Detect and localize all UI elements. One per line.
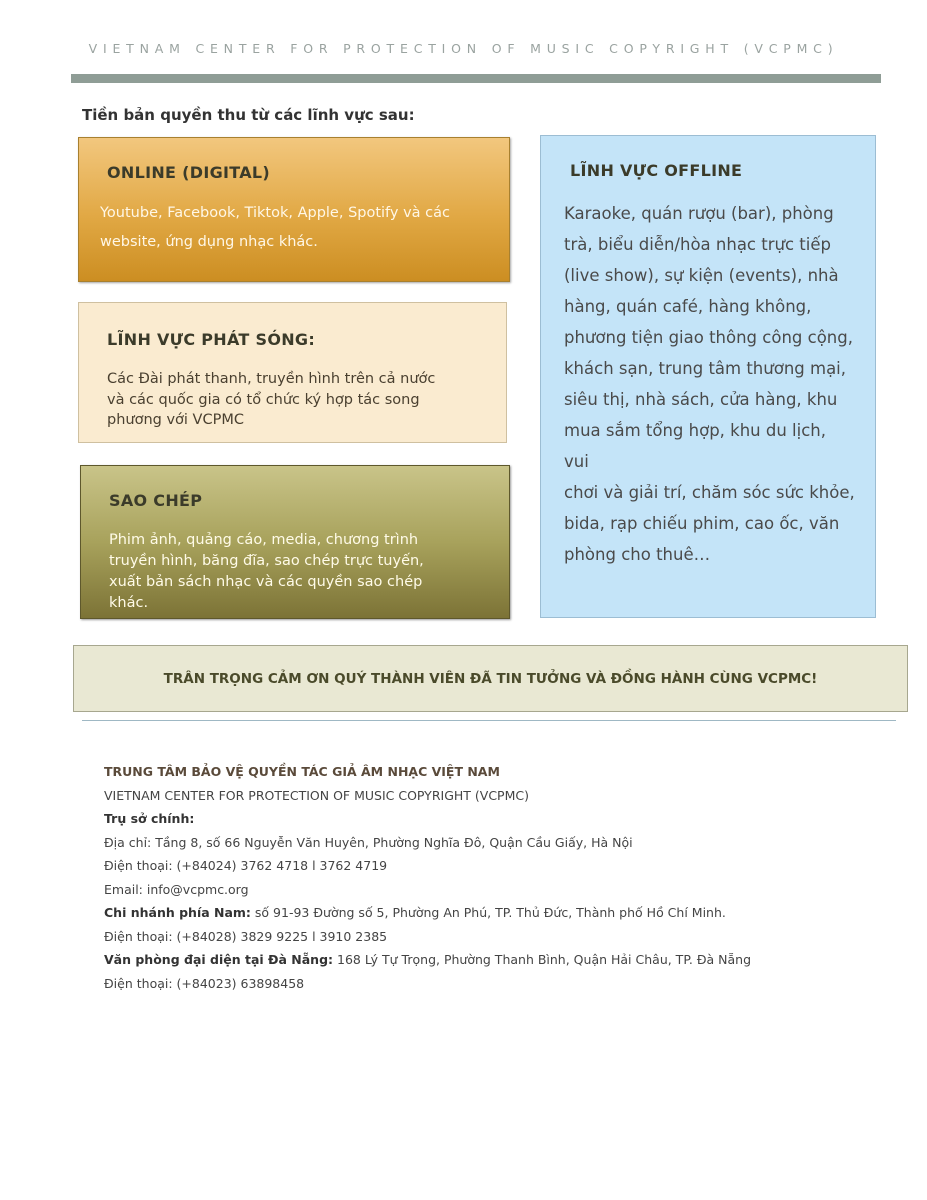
online-digital-box (78, 137, 510, 282)
intro-heading: Tiền bản quyền thu từ các lĩnh vực sau: (82, 106, 415, 124)
copy-box-line: khác. (109, 595, 149, 611)
footer-contact (104, 760, 864, 995)
broadcast-box-line: phương với VCPMC (107, 412, 244, 428)
offline-box-line: bida, rạp chiếu phim, cao ốc, văn (564, 514, 840, 533)
footer-hq-phone: Điện thoại: (+84024) 3762 4718 l 3762 4719 (104, 858, 388, 873)
offline-box-line: hàng, quán café, hàng không, (564, 297, 812, 316)
footer-danang-office (104, 948, 864, 972)
thank-you-banner (73, 645, 908, 712)
broadcast-box-text (107, 369, 435, 431)
broadcast-box-title: LĨNH VỰC PHÁT SÓNG: (107, 330, 316, 349)
header-org-name: VIETNAM CENTER FOR PROTECTION OF MUSIC COPYRIGHT (VCPMC) (88, 41, 839, 56)
footer-email[interactable]: Email: info@vcpmc.org (104, 881, 249, 897)
footer-south-phone: Điện thoại: (+84028) 3829 9225 l 3910 2385 (104, 928, 388, 944)
online-box-line: Youtube, Facebook, Tiktok, Apple, Spotify và các (100, 205, 451, 221)
footer-divider (82, 720, 896, 721)
offline-box-line: trà, biểu diễn/hòa nhạc trực tiếp (564, 235, 831, 254)
footer-south-branch (104, 901, 864, 925)
offline-box-title: LĨNH VỰC OFFLINE (570, 161, 743, 180)
broadcast-box-line: và các quốc gia có tổ chức ký hợp tác song (107, 391, 420, 408)
header-divider-bar (71, 74, 881, 83)
south-branch-address: số 91-93 Đường số 5, Phường An Phú, TP. Thủ Đức, Thành phố Hồ Chí Minh. (250, 905, 726, 920)
copy-box-text (109, 530, 424, 614)
copy-box (80, 465, 510, 619)
footer-org-vi: TRUNG TÂM BẢO VỆ QUYỀN TÁC GIẢ ÂM NHẠC VIỆT NAM (104, 764, 500, 779)
footer-danang-phone: Điện thoại: (+84023) 63898458 (104, 975, 305, 991)
offline-box-line: siêu thị, nhà sách, cửa hàng, khu (564, 390, 838, 409)
offline-box-line: (live show), sự kiện (events), nhà (564, 266, 839, 285)
broadcast-box (78, 302, 507, 443)
online-box-line: website, ứng dụng nhạc khác. (100, 234, 318, 250)
offline-box-line: Karaoke, quán rượu (bar), phòng (564, 204, 834, 223)
copy-box-line: xuất bản sách nhạc và các quyền sao chép (109, 574, 423, 590)
offline-box-line: khách sạn, trung tâm thương mại, (564, 359, 847, 378)
footer-org-en: VIETNAM CENTER FOR PROTECTION OF MUSIC COPYRIGHT (VCPMC) (104, 787, 529, 803)
hq-label: Trụ sở chính: (104, 811, 195, 826)
offline-box (540, 135, 876, 618)
south-branch-label: Chi nhánh phía Nam: (104, 905, 251, 920)
copy-box-line: Phim ảnh, quảng cáo, media, chương trình (109, 532, 419, 548)
offline-box-text (564, 198, 856, 570)
copy-box-line: truyền hình, băng đĩa, sao chép trực tuyến, (109, 553, 424, 569)
offline-box-line: mua sắm tổng hợp, khu du lịch, vui (564, 421, 827, 471)
online-box-title: ONLINE (DIGITAL) (107, 163, 271, 182)
copy-box-title: SAO CHÉP (109, 491, 203, 510)
online-box-text (100, 199, 450, 257)
danang-office-address: 168 Lý Tự Trọng, Phường Thanh Bình, Quận Hải Châu, TP. Đà Nẵng (333, 952, 752, 967)
offline-box-line: chơi và giải trí, chăm sóc sức khỏe, (564, 483, 855, 502)
danang-office-label: Văn phòng đại diện tại Đà Nẵng: (104, 952, 334, 967)
footer-hq-label (104, 807, 864, 831)
thank-you-text: TRÂN TRỌNG CẢM ƠN QUÝ THÀNH VIÊN ĐÃ TIN TƯỞNG VÀ ĐỒNG HÀNH CÙNG VCPMC! (163, 670, 818, 687)
offline-box-line: phòng cho thuê… (564, 545, 711, 564)
offline-box-line: phương tiện giao thông công cộng, (564, 328, 853, 347)
broadcast-box-line: Các Đài phát thanh, truyền hình trên cả nước (107, 371, 436, 387)
footer-hq-address: Địa chỉ: Tầng 8, số 66 Nguyễn Văn Huyên, Phường Nghĩa Đô, Quận Cầu Giấy, Hà Nội (104, 834, 633, 850)
